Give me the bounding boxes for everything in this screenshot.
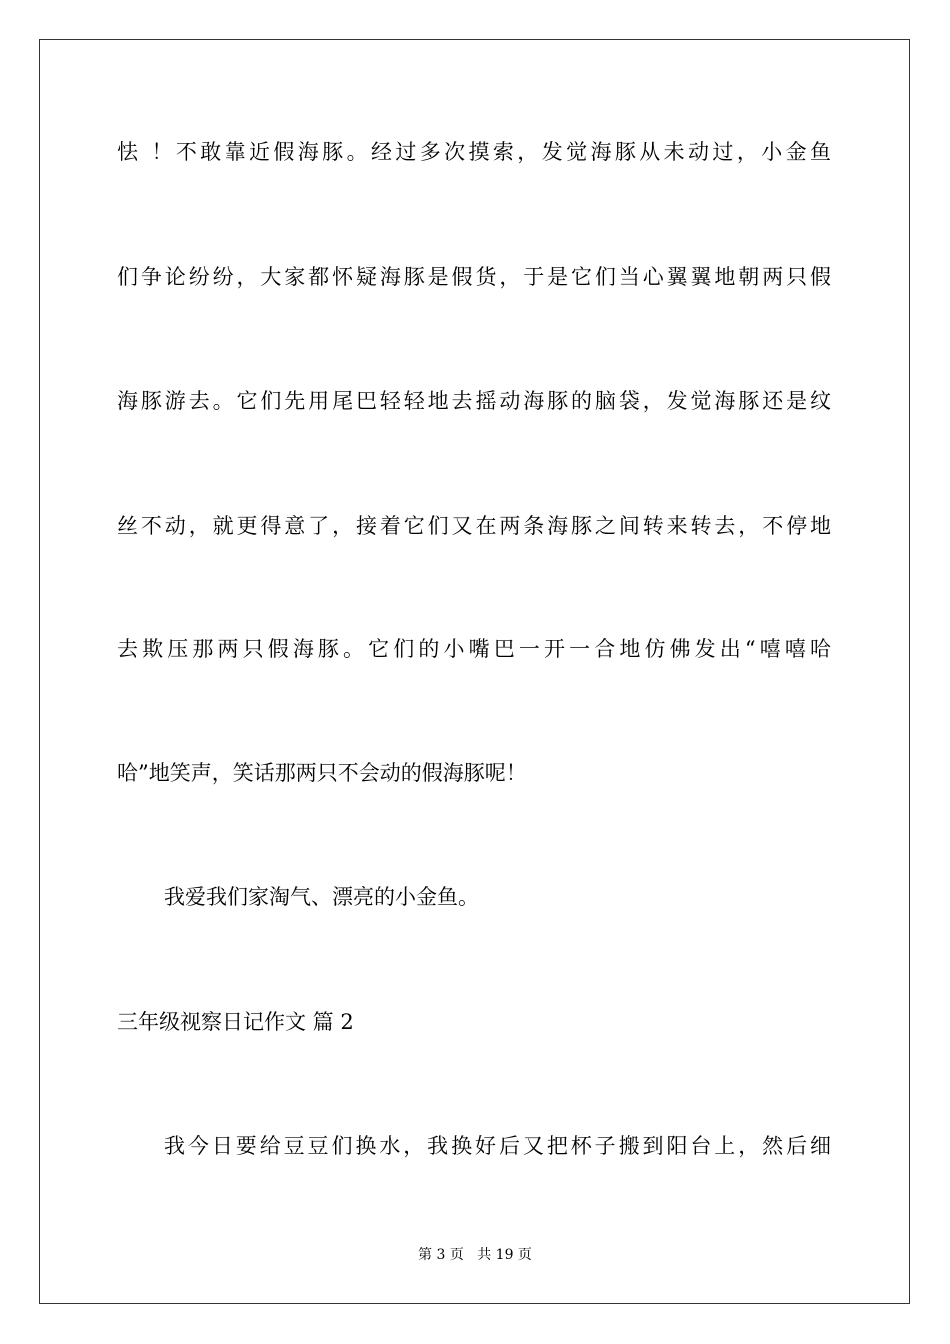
page-footer	[0, 1245, 950, 1265]
section-heading: 三年级视察日记作文 篇 2	[117, 1010, 354, 1034]
paragraph-line: 怯 ！不敢靠近假海豚。经过多次摸索，发觉海豚从未动过，小金鱼	[117, 140, 831, 164]
paragraph-line: 哈”地笑声，笑话那两只不会动的假海豚呢！	[117, 761, 527, 785]
page-border	[39, 39, 910, 1304]
paragraph-line: 丝不动，就更得意了，接着它们又在两条海豚之间转来转去，不停地	[117, 514, 831, 538]
total-pages: 共 19 页	[477, 1247, 532, 1263]
paragraph-line: 们争论纷纷，大家都怀疑海豚是假货，于是它们当心翼翼地朝两只假	[117, 265, 831, 289]
paragraph-line: 我今日要给豆豆们换水，我换好后又把杯子搬到阳台上，然后细	[164, 1134, 831, 1158]
paragraph-line: 我爱我们家淘气、漂亮的小金鱼。	[164, 885, 479, 909]
paragraph-line: 海豚游去。它们先用尾巴轻轻地去摇动海豚的脑袋，发觉海豚还是纹	[117, 389, 831, 413]
paragraph-line: 去欺压那两只假海豚。它们的小嘴巴一开一合地仿佛发出“嘻嘻哈	[117, 637, 831, 661]
page-number: 第 3 页	[418, 1247, 464, 1263]
